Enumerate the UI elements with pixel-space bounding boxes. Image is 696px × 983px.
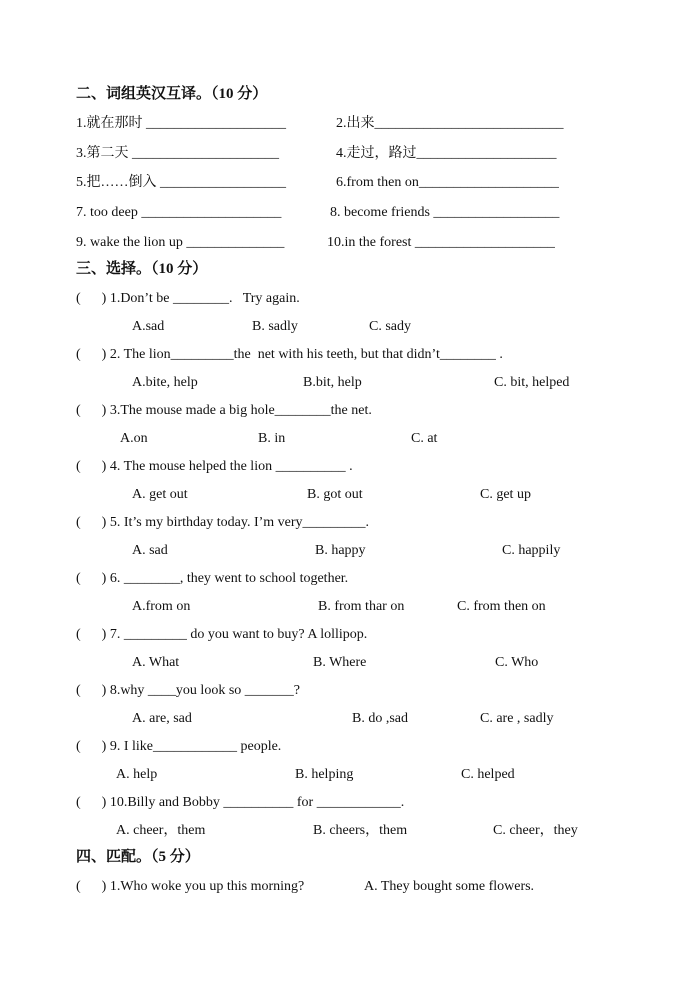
translation-item-10: 10.in the forest ____________________: [327, 235, 555, 250]
translation-item-8: 8. become friends __________________: [330, 205, 560, 220]
question-4-option-c: C. get up: [480, 487, 531, 502]
translation-item-4: 4.走过，路过____________________: [336, 146, 557, 161]
question-10: ( ) 10.Billy and Bobby __________ for ____________.: [76, 795, 405, 810]
question-9-option-c: C. helped: [461, 767, 515, 782]
question-9-option-a: A. help: [116, 767, 158, 782]
matching-answer-a: A. They bought some flowers.: [364, 879, 535, 894]
section2-heading: 二、词组英汉互译。（10 分）: [76, 86, 268, 102]
matching-question-1: ( ) 1.Who woke you up this morning?: [76, 879, 305, 894]
question-4-option-a: A. get out: [132, 487, 188, 502]
question-6-option-c: C. from then on: [457, 599, 546, 614]
question-7-option-b: B. Where: [313, 655, 367, 670]
question-5-option-c: C. happily: [502, 543, 561, 558]
question-8-option-a: A. are, sad: [132, 711, 192, 726]
question-8-option-b: B. do ,sad: [352, 711, 408, 726]
question-1: ( ) 1.Don’t be ________. Try again.: [76, 291, 300, 306]
question-2-option-b: B.bit, help: [303, 375, 362, 390]
question-9: ( ) 9. I like____________ people.: [76, 739, 282, 754]
translation-item-7: 7. too deep ____________________: [76, 205, 282, 220]
question-2: ( ) 2. The lion_________the net with his teeth, but that didn’t________ .: [76, 347, 503, 362]
translation-item-1: 1.就在那时 ____________________: [76, 116, 286, 131]
translation-item-6: 6.from then on____________________: [336, 175, 559, 190]
question-4: ( ) 4. The mouse helped the lion __________ .: [76, 459, 353, 474]
question-10-option-a: A. cheer，them: [116, 823, 206, 838]
question-2-option-a: A.bite, help: [132, 375, 198, 390]
question-6-option-b: B. from thar on: [318, 599, 405, 614]
question-9-option-b: B. helping: [295, 767, 354, 782]
question-7: ( ) 7. _________ do you want to buy? A lollipop.: [76, 627, 368, 642]
question-10-option-c: C. cheer，they: [493, 823, 578, 838]
question-4-option-b: B. got out: [307, 487, 363, 502]
section4-heading: 四、匹配。（5 分）: [76, 849, 200, 865]
translation-item-3: 3.第二天 _____________________: [76, 146, 279, 161]
question-3: ( ) 3.The mouse made a big hole________the net.: [76, 403, 372, 418]
question-8: ( ) 8.why ____you look so _______?: [76, 683, 300, 698]
question-5: ( ) 5. It’s my birthday today. I’m very_________.: [76, 515, 370, 530]
translation-item-9: 9. wake the lion up ______________: [76, 235, 285, 250]
section3-heading: 三、选择。（10 分）: [76, 261, 208, 277]
question-2-option-c: C. bit, helped: [494, 375, 570, 390]
question-3-option-b: B. in: [258, 431, 286, 446]
question-7-option-c: C. Who: [495, 655, 539, 670]
question-1-option-a: A.sad: [132, 319, 165, 334]
question-10-option-b: B. cheers，them: [313, 823, 408, 838]
translation-item-5: 5.把……倒入 __________________: [76, 175, 286, 190]
question-5-option-a: A. sad: [132, 543, 168, 558]
translation-item-2: 2.出来___________________________: [336, 116, 564, 131]
question-8-option-c: C. are , sadly: [480, 711, 554, 726]
question-1-option-b: B. sadly: [252, 319, 298, 334]
question-1-option-c: C. sady: [369, 319, 411, 334]
question-5-option-b: B. happy: [315, 543, 366, 558]
question-6: ( ) 6. ________, they went to school together.: [76, 571, 349, 586]
question-3-option-c: C. at: [411, 431, 438, 446]
question-7-option-a: A. What: [132, 655, 180, 670]
question-3-option-a: A.on: [120, 431, 148, 446]
question-6-option-a: A.from on: [132, 599, 191, 614]
